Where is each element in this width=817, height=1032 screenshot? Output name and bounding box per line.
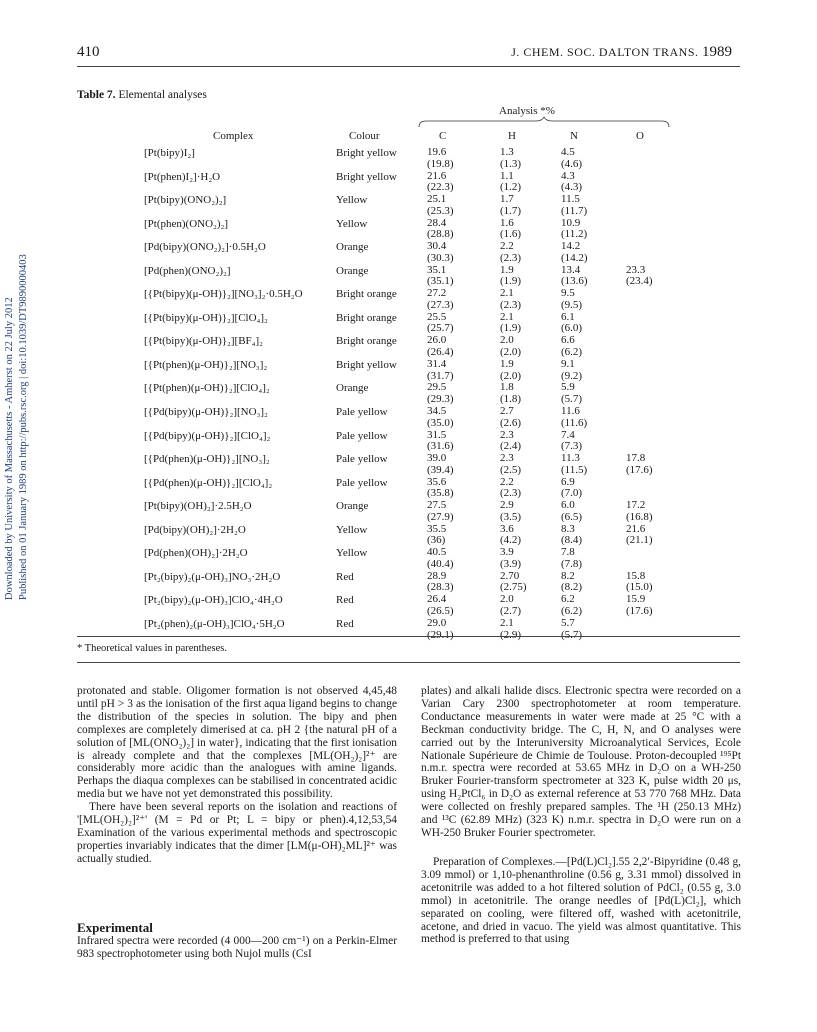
table-title: Elemental analyses xyxy=(118,89,207,101)
complex-cell: [{Pt(bipy)(μ-OH)}₂][BF₄]₂ xyxy=(144,335,264,348)
table-row xyxy=(0,241,817,265)
table-row xyxy=(0,406,817,430)
right-column xyxy=(421,685,741,840)
body-paragraph: plates) and alkali halide discs. Electronic spectra were recorded on a Varian Cary 2300 spectrophotometer at room temperature. Conductance measurements in water were made at 25 °C with a Beckman conductivity bridge. The C, H, N, and O analyses were carried out by the Interuniversity Microanalytical Services, Ecole Nationale Supérieure de Chimie de Toulouse. Proton-decoupled ¹⁹⁵Pt n.m.r. spectra were recorded at 53.65 MHz in D₂O on a WH-250 Bruker Fourier-transform spectrometer at 323 K, pulse width 20 μs, using H₂PtCl₆ in D₂O as external reference at 53 770 768 MHz. Data were collected on freshly prepared samples. The ¹H (250.13 MHz) and ¹³C (62.89 MHz) (323 K) n.m.r. spectra in D₂O were run on a WH-250 Bruker Fourier spectrometer. xyxy=(421,685,741,839)
h-value-cell: 2.70 (2.75) xyxy=(500,569,527,594)
colour-cell: Yellow xyxy=(336,217,368,230)
c-value-cell: 39.0 (39.4) xyxy=(427,452,454,476)
o-value-cell: 17.2 (16.8) xyxy=(626,499,653,523)
table-caption xyxy=(77,89,207,101)
n-value-cell: 4.5 (4.6) xyxy=(561,146,583,170)
c-value-cell: 35.1 (35.1) xyxy=(427,263,454,288)
colour-cell: Pale yellow xyxy=(336,476,388,489)
complex-cell: [Pd(bipy)(ONO₂)₂]·0.5H₂O xyxy=(144,241,266,254)
colour-cell: Pale yellow xyxy=(336,429,388,442)
complex-cell: [Pt(bipy)(ONO₂)₂] xyxy=(144,194,227,207)
table-footnote: * Theoretical values in parentheses. xyxy=(77,643,227,654)
c-value-cell: 26.4 (26.5) xyxy=(427,593,454,617)
preparation-paragraph xyxy=(421,856,741,946)
experimental-heading: Experimental xyxy=(77,920,153,935)
complex-cell: [Pt₂(bipy)₂(μ-OH)₃]NO₃·2H₂O xyxy=(144,570,281,583)
h-value-cell: 1.7 (1.7) xyxy=(500,193,522,217)
table-row xyxy=(0,382,817,406)
c-value-cell: 28.9 (28.3) xyxy=(427,569,454,594)
c-value-cell: 30.4 (30.3) xyxy=(427,240,454,264)
c-value-cell: 40.5 (40.4) xyxy=(427,546,454,570)
table-row xyxy=(0,430,817,454)
table-row xyxy=(0,312,817,336)
c-value-cell: 25.5 (25.7) xyxy=(427,310,454,335)
n-value-cell: 7.8 (7.8) xyxy=(561,546,583,570)
page-number: 410 xyxy=(77,44,100,60)
n-value-cell: 6.2 (6.2) xyxy=(561,593,583,617)
colour-cell: Bright yellow xyxy=(336,358,397,371)
colour-cell: Bright yellow xyxy=(336,170,397,183)
colour-cell: Orange xyxy=(336,382,369,395)
header-rule xyxy=(77,66,740,67)
complex-cell: [Pt₂(phen)₂(μ-OH)₃]ClO₄·5H₂O xyxy=(144,617,285,630)
table-row xyxy=(0,288,817,312)
analysis-header: Analysis *% xyxy=(499,105,555,117)
n-value-cell: 14.2 (14.2) xyxy=(561,240,588,264)
table-row xyxy=(0,618,817,642)
h-value-cell: 3.6 (4.2) xyxy=(500,522,522,547)
colour-cell: Orange xyxy=(336,241,369,254)
complex-cell: [{Pt(bipy)(μ-OH)}₂][NO₃]₂·0.5H₂O xyxy=(144,288,303,301)
n-value-cell: 13.4 (13.6) xyxy=(561,263,588,288)
table-row xyxy=(0,147,817,171)
colour-cell: Bright orange xyxy=(336,311,397,324)
h-value-cell: 1.1 (1.2) xyxy=(500,169,522,194)
complex-cell: [Pd(phen)(OH)₂]·2H₂O xyxy=(144,547,248,560)
colour-cell: Bright orange xyxy=(336,335,397,348)
h-value-cell: 1.6 (1.6) xyxy=(500,216,522,241)
h-value-cell: 2.7 (2.6) xyxy=(500,405,522,429)
table-row xyxy=(0,171,817,195)
h-value-cell: 1.9 (2.0) xyxy=(500,357,522,382)
n-value-cell: 6.0 (6.5) xyxy=(561,499,583,523)
o-value-cell: 17.8 (17.6) xyxy=(626,452,653,476)
colour-cell: Yellow xyxy=(336,194,368,207)
table-row xyxy=(0,194,817,218)
colour-cell: Bright orange xyxy=(336,288,397,301)
complex-cell: [Pt(phen)I₂]·H₂O xyxy=(144,170,221,183)
col-header-complex: Complex xyxy=(213,130,254,142)
complex-cell: [Pd(phen)(ONO₂)₂] xyxy=(144,264,231,277)
n-value-cell: 8.3 (8.4) xyxy=(561,522,583,547)
table-row xyxy=(0,594,817,618)
complex-cell: [{Pd(bipy)(μ-OH)}₂][NO₃]₂ xyxy=(144,406,268,419)
n-value-cell: 10.9 (11.2) xyxy=(561,216,588,241)
colour-cell: Bright yellow xyxy=(336,147,397,159)
n-value-cell: 6.1 (6.0) xyxy=(561,310,583,335)
h-value-cell: 3.9 (3.9) xyxy=(500,546,522,570)
table-row xyxy=(0,265,817,289)
complex-cell: [{Pd(phen)(μ-OH)}₂][NO₃]₂ xyxy=(144,453,270,466)
c-value-cell: 25.1 (25.3) xyxy=(427,193,454,217)
h-value-cell: 2.3 (2.4) xyxy=(500,428,522,453)
download-notice: Downloaded by University of Massachusetts - Amherst on 22 July 2012 xyxy=(4,297,15,600)
n-value-cell: 11.6 (11.6) xyxy=(561,405,588,429)
c-value-cell: 29.5 (29.3) xyxy=(427,381,454,406)
colour-cell: Red xyxy=(336,617,354,630)
colour-cell: Yellow xyxy=(336,547,368,560)
n-value-cell: 5.9 (5.7) xyxy=(561,381,583,406)
table-body xyxy=(0,147,817,641)
colour-cell: Red xyxy=(336,594,354,607)
complex-cell: [{Pt(bipy)(μ-OH)}₂][ClO₄]₂ xyxy=(144,311,268,324)
complex-cell: [{Pt(phen)(μ-OH)}₂][NO₃]₂ xyxy=(144,358,268,371)
h-value-cell: 2.1 (1.9) xyxy=(500,310,522,335)
left-column xyxy=(77,685,397,866)
c-value-cell: 27.5 (27.9) xyxy=(427,499,454,523)
journal-header xyxy=(511,44,732,61)
h-value-cell: 1.3 (1.3) xyxy=(500,146,522,170)
col-header-o: O xyxy=(636,130,644,142)
colour-cell: Orange xyxy=(336,500,369,513)
c-value-cell: 35.5 (36) xyxy=(427,522,447,547)
h-value-cell: 2.2 (2.3) xyxy=(500,475,522,500)
col-header-n: N xyxy=(570,130,578,142)
o-value-cell: 15.9 (17.6) xyxy=(626,593,653,617)
section-rule xyxy=(77,662,740,663)
table-row xyxy=(0,477,817,501)
preparation-text: Preparation of Complexes.—[Pd(L)Cl₂].55 2,2′-Bipyridine (0.48 g, 3.09 mmol) or 1,10-phenanthroline (0.56 g, 3.31 mmol) dissolved in acetonitrile was added to a hot filtered solution of PdCl₂ (0.55 g, 3.0 mmol) in acetonitrile. The orange needles of [Pd(L)Cl₂], which separated on cooling, were filtered off, washed with acetonitrile, acetone, and dried in vacuo. The yield was almost quantitative. This method is preferred to that using xyxy=(421,856,741,946)
h-value-cell: 2.2 (2.3) xyxy=(500,240,522,264)
colour-cell: Orange xyxy=(336,264,369,277)
n-value-cell: 8.2 (8.2) xyxy=(561,569,583,594)
h-value-cell: 2.0 (2.0) xyxy=(500,334,522,358)
h-value-cell: 2.1 (2.3) xyxy=(500,287,522,311)
table-row xyxy=(0,359,817,383)
c-value-cell: 31.4 (31.7) xyxy=(427,357,454,382)
complex-cell: [Pt(bipy)I₂] xyxy=(144,147,195,159)
c-value-cell: 28.4 (28.8) xyxy=(427,216,454,241)
h-value-cell: 2.9 (3.5) xyxy=(500,499,522,523)
c-value-cell: 26.0 (26.4) xyxy=(427,334,454,358)
c-value-cell: 21.6 (22.3) xyxy=(427,169,454,194)
colour-cell: Pale yellow xyxy=(336,453,388,466)
n-value-cell: 9.1 (9.2) xyxy=(561,357,583,382)
c-value-cell: 34.5 (35.0) xyxy=(427,405,454,429)
table-row xyxy=(0,335,817,359)
complex-cell: [{Pd(phen)(μ-OH)}₂][ClO₄]₂ xyxy=(144,476,273,489)
colour-cell: Yellow xyxy=(336,523,368,536)
n-value-cell: 5.7 (5.7) xyxy=(561,616,583,641)
table-row xyxy=(0,571,817,595)
col-header-c: C xyxy=(439,130,447,142)
experimental-text: Infrared spectra were recorded (4 000—200 cm⁻¹) on a Perkin-Elmer 983 spectrophotometer using both Nujol mulls (CsI xyxy=(77,935,397,960)
h-value-cell: 2.3 (2.5) xyxy=(500,452,522,476)
h-value-cell: 1.9 (1.9) xyxy=(500,263,522,288)
complex-cell: [Pt₂(bipy)₂(μ-OH)₃]ClO₄·4H₂O xyxy=(144,594,283,607)
journal-year: 1989 xyxy=(702,44,732,60)
table-row xyxy=(0,524,817,548)
col-header-h: H xyxy=(508,130,516,142)
colour-cell: Pale yellow xyxy=(336,406,388,419)
publication-notice: Published on 01 January 1989 on http://pubs.rsc.org | doi:10.1039/DT9890000403 xyxy=(18,254,29,600)
c-value-cell: 31.5 (31.6) xyxy=(427,428,454,453)
c-value-cell: 29.0 (29.1) xyxy=(427,616,454,641)
n-value-cell: 11.5 (11.7) xyxy=(561,193,588,217)
table-row xyxy=(0,218,817,242)
table-row xyxy=(0,453,817,477)
o-value-cell: 23.3 (23.4) xyxy=(626,263,653,288)
experimental-paragraph xyxy=(77,935,397,961)
c-value-cell: 35.6 (35.8) xyxy=(427,475,454,500)
table-bottom-rule xyxy=(77,636,740,637)
n-value-cell: 9.5 (9.5) xyxy=(561,287,583,311)
table-label: Table 7. xyxy=(77,89,116,101)
body-paragraph: protonated and stable. Oligomer formation is not observed 4,45,48 until pH > 3 as the ionisation of the first aqua ligand begins to change the distribution of the species in solution. The bipy and phen complexes are completely dimerised at ca. pH 2 {the natural pH of a solution of [ML(ONO₂)₂] in water}, indicating that the first ionisation is already complete and that the complexes [ML(OH₂)₂]²⁺ are considerably more acidic than the analogues with amine ligands. Perhaps the diaqua complexes can be stabilised in concentrated acidic media but we have not yet demonstrated this possibility. xyxy=(77,685,397,801)
complex-cell: [Pd(bipy)(OH)₂]·2H₂O xyxy=(144,523,246,536)
body-paragraph: There have been several reports on the isolation and reactions of '[ML(OH₂)₂]²⁺' (M = Pd or Pt; L = bipy or phen).4,12,53,54 Examination of the various experimental methods and spectroscopic properties invariably indicates that the dimer [LM(μ-OH)₂ML]²⁺ was actually studied. xyxy=(77,801,397,865)
col-header-colour: Colour xyxy=(349,130,380,142)
journal-name: J. CHEM. SOC. DALTON TRANS. xyxy=(511,45,699,59)
o-value-cell: 21.6 (21.1) xyxy=(626,522,653,547)
n-value-cell: 6.6 (6.2) xyxy=(561,334,583,358)
n-value-cell: 6.9 (7.0) xyxy=(561,475,583,500)
complex-cell: [{Pt(phen)(μ-OH)}₂][ClO₄]₂ xyxy=(144,382,270,395)
complex-cell: [Pt(phen)(ONO₂)₂] xyxy=(144,217,229,230)
n-value-cell: 4.3 (4.3) xyxy=(561,169,583,194)
n-value-cell: 7.4 (7.3) xyxy=(561,428,583,453)
colour-cell: Red xyxy=(336,570,354,583)
complex-cell: [Pt(bipy)(OH)₂]·2.5H₂O xyxy=(144,500,252,513)
table-row xyxy=(0,500,817,524)
h-value-cell: 2.0 (2.7) xyxy=(500,593,522,617)
h-value-cell: 2.1 (2.9) xyxy=(500,616,522,641)
o-value-cell: 15.8 (15.0) xyxy=(626,569,653,594)
table-row xyxy=(0,547,817,571)
h-value-cell: 1.8 (1.8) xyxy=(500,381,522,406)
n-value-cell: 11.3 (11.5) xyxy=(561,452,588,476)
analysis-brace xyxy=(418,116,670,128)
c-value-cell: 27.2 (27.3) xyxy=(427,287,454,311)
c-value-cell: 19.6 (19.8) xyxy=(427,146,454,170)
complex-cell: [{Pd(bipy)(μ-OH)}₂][ClO₄]₂ xyxy=(144,429,271,442)
